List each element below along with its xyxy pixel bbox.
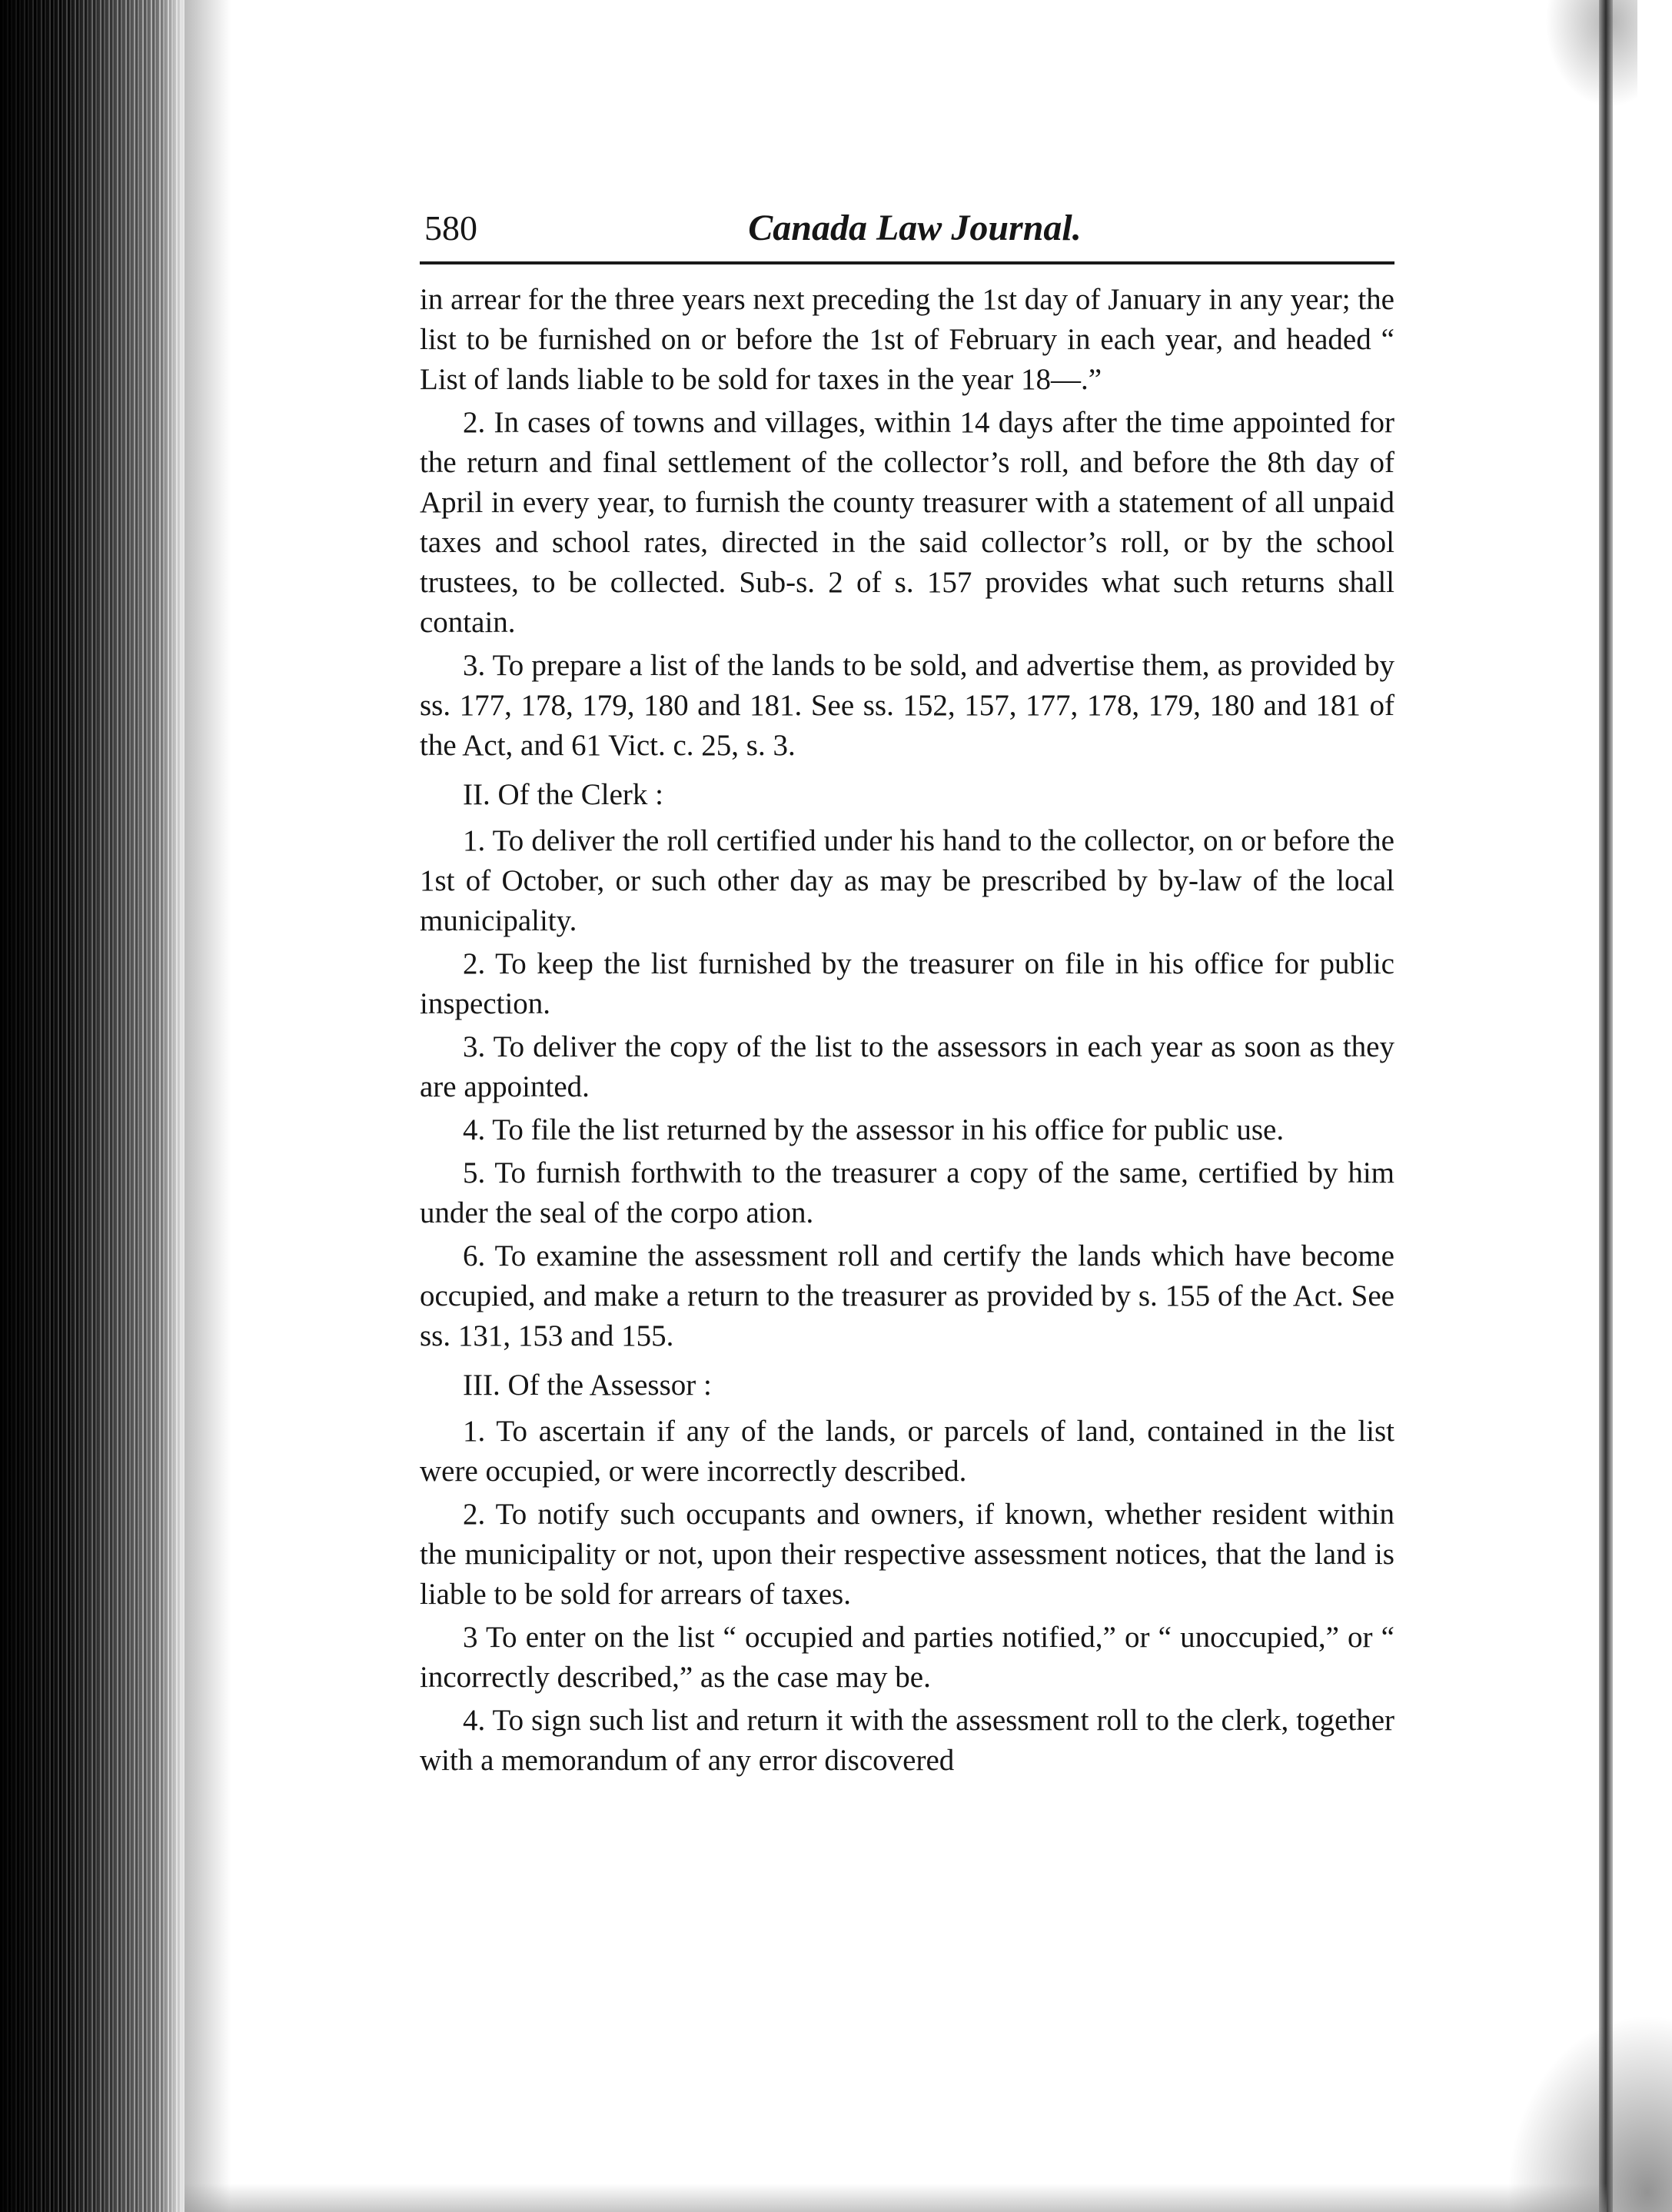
assessor-item: 2. To notify such occupants and owners, if known, whether resident within the municipality or not, upon their respective assessment notices, that the land is liable to be sold for arrears of taxes. <box>420 1498 1394 1611</box>
page-right-edge <box>1599 0 1613 2212</box>
section-heading-assessor: III. Of the Assessor : <box>463 1369 712 1402</box>
journal-page <box>420 201 1394 1784</box>
clerk-item: 6. To examine the assessment roll and certify the lands which have become occupied, and make a return to the treasurer as provided by s. 155 of the Act. See ss. 131, 153 and 155. <box>420 1239 1394 1352</box>
scan-corner-shadow-bottom <box>1507 2014 1672 2212</box>
paragraph: in arrear for the three years next preceding the 1st day of January in any year; the list to be furnished on or before the 1st of February in each year, and headed “ List of lands liable to be sold for taxes in the year 18—.” <box>420 283 1394 396</box>
paragraph: 2. In cases of towns and villages, within 14 days after the time appointed for the return and final settlement of the collector’s roll, and before the 8th day of April in every year, to furnish the county treasurer with a statement of all unpaid taxes and school rates, directed in the said collector’s roll, or by the school trustees, to be collected. Sub-s. 2 of s. 157 provides what such returns shall contain. <box>420 406 1394 639</box>
journal-title: Canada Law Journal. <box>748 208 1082 248</box>
assessor-item: 3 To enter on the list “ occupied and parties notified,” or “ unoccupied,” or “ incorrectly described,” as the case may be. <box>420 1621 1394 1694</box>
assessor-item: 4. To sign such list and return it with the assessment roll to the clerk, together with a memorandum of any error discovered <box>420 1704 1394 1777</box>
gutter-shadow <box>184 0 231 2212</box>
book-binding-edge <box>0 0 184 2212</box>
scan-corner-shadow <box>1545 0 1637 108</box>
clerk-item: 4. To file the list returned by the assessor in his office for public use. <box>463 1113 1285 1146</box>
clerk-item: 1. To deliver the roll certified under his hand to the collector, on or before the 1st of October, or such other day as may be prescribed by by-law of the local municipality. <box>420 824 1394 937</box>
page-bottom-edge <box>184 2184 1607 2212</box>
clerk-item: 5. To furnish forthwith to the treasurer a copy of the same, certified by him under the seal of the corpo ation. <box>420 1156 1394 1229</box>
body-text <box>420 280 1394 1781</box>
clerk-item: 3. To deliver the copy of the list to the assessors in each year as soon as they are appointed. <box>420 1030 1394 1103</box>
section-heading-clerk: II. Of the Clerk : <box>463 778 664 811</box>
assessor-item: 1. To ascertain if any of the lands, or parcels of land, contained in the list were occupied, or were incorrectly described. <box>420 1415 1394 1488</box>
paragraph: 3. To prepare a list of the lands to be sold, and advertise them, as provided by ss. 177, 178, 179, 180 and 181. See ss. 152, 157, 177, 178, 179, 180 and 181 of the Act, and 61 Vict. c. 25, s. 3. <box>420 649 1394 762</box>
clerk-item: 2. To keep the list furnished by the treasurer on file in his office for public inspection. <box>420 947 1394 1020</box>
page-number: 580 <box>424 208 477 248</box>
running-head <box>420 201 1394 264</box>
